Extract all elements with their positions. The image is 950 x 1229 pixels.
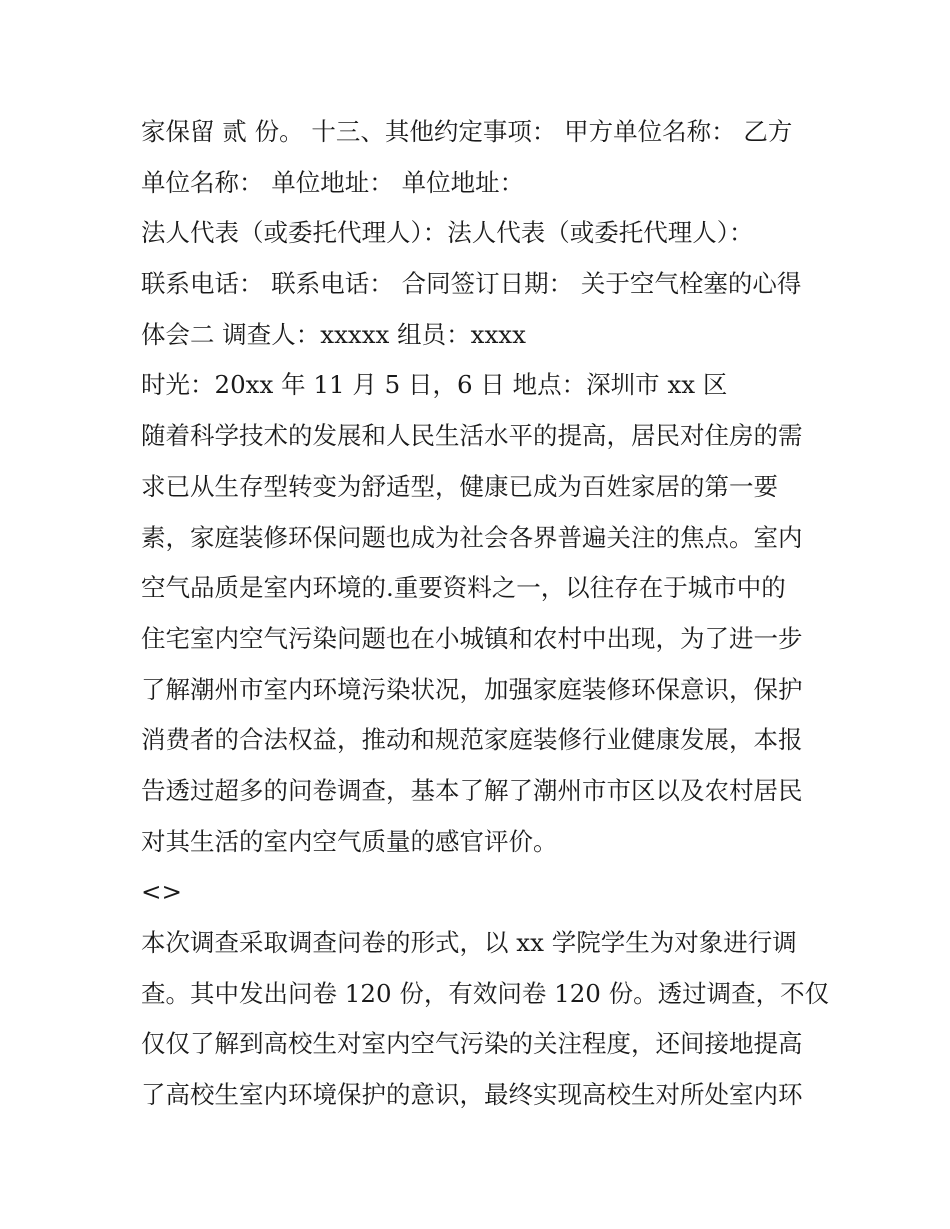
text-line: 了高校生室内环境保护的意识，最终实现高校生对所处室内环 xyxy=(141,1080,803,1110)
text-line: 联系电话： 联系电话： 合同签订日期： 关于空气栓塞的心得 xyxy=(141,269,802,299)
text-line: 法人代表（或委托代理人）：法人代表（或委托代理人）： xyxy=(141,218,754,248)
text-line: 本次调查采取调查问卷的形式，以 xx 学院学生为对象进行调 xyxy=(141,928,797,957)
text-line: 住宅室内空气污染问题也在小城镇和农村中出现，为了进一步 xyxy=(141,623,803,653)
text-line: 素，家庭装修环保问题也成为社会各界普遍关注的焦点。室内 xyxy=(141,522,803,552)
text-line: 消费者的合法权益，推动和规范家庭装修行业健康发展，本报 xyxy=(141,725,803,755)
text-line: 求已从生存型转变为舒适型，健康已成为百姓家居的第一要 xyxy=(141,471,778,501)
text-line: 查。其中发出问卷 120 份，有效问卷 120 份。透过调查，不仅 xyxy=(141,978,830,1008)
text-line: 空气品质是室内环境的.重要资料之一，以往存在于城市中的 xyxy=(141,573,786,603)
text-line: 随着科学技术的发展和人民生活水平的提高，居民对住房的需 xyxy=(141,421,803,451)
document-body xyxy=(141,107,830,1121)
text-line: 家保留 贰 份。 十三、其他约定事项： 甲方单位名称： 乙方 xyxy=(141,117,793,146)
text-line: <> xyxy=(141,877,183,907)
text-line: 时光：20xx 年 11 月 5 日，6 日 地点：深圳市 xx 区 xyxy=(141,370,728,400)
text-line: 单位名称： 单位地址： 单位地址： xyxy=(141,167,525,197)
text-line: 体会二 调查人：xxxxx 组员：xxxx xyxy=(141,319,526,349)
text-line: 对其生活的室内空气质量的感官评价。 xyxy=(141,826,558,856)
text-line: 告透过超多的问卷调查，基本了解了潮州市市区以及农村居民 xyxy=(141,775,803,805)
text-line: 了解潮州市室内环境污染状况，加强家庭装修环保意识，保护 xyxy=(141,674,803,704)
text-line: 仅仅了解到高校生对室内空气污染的关注程度，还间接地提高 xyxy=(141,1029,803,1059)
